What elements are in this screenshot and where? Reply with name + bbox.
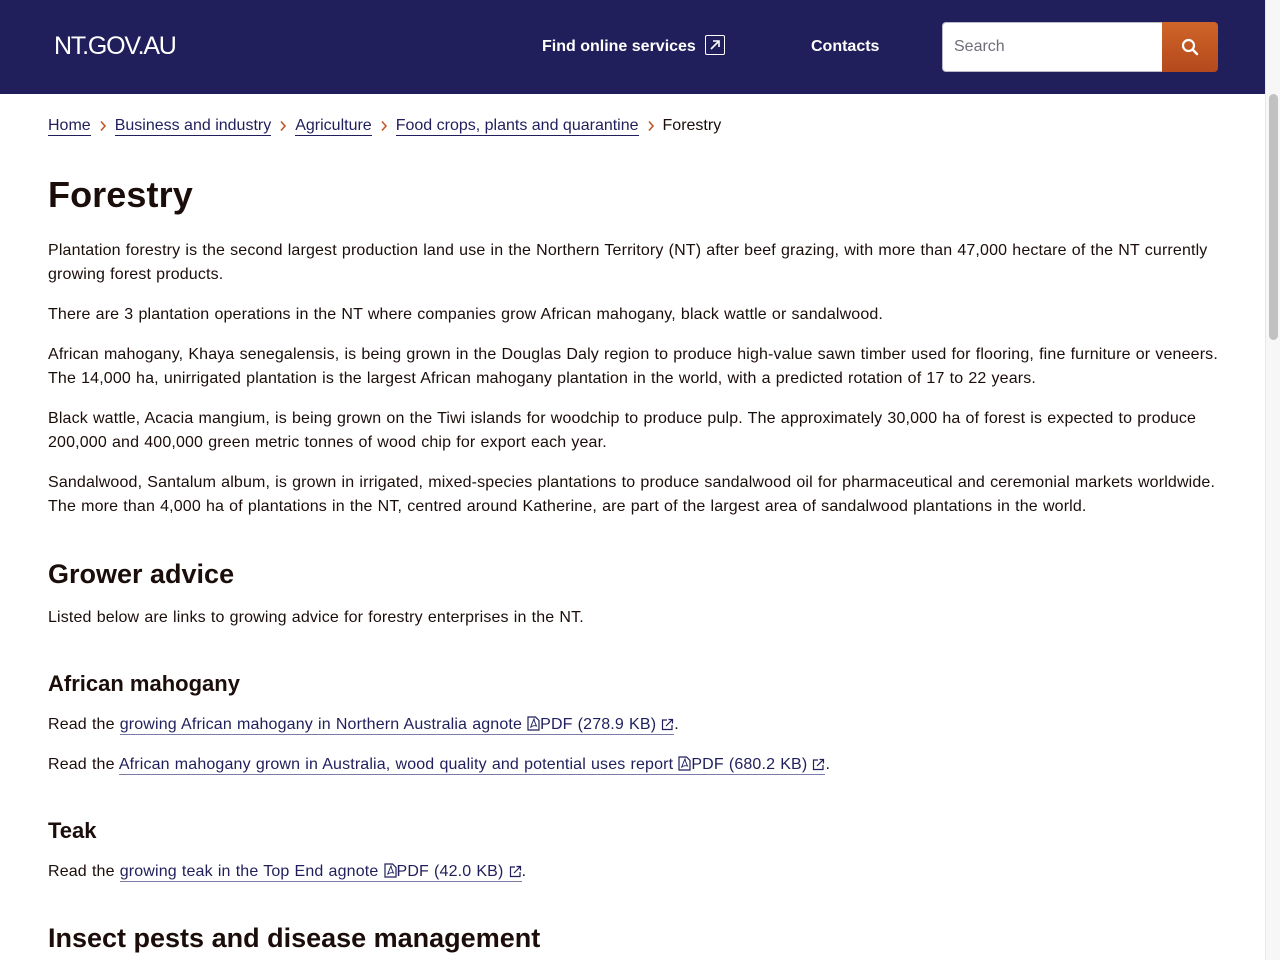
breadcrumb-food-crops[interactable]: Food crops, plants and quarantine [395, 117, 639, 134]
link-text: African mahogany grown in Australia, wood quality and potential uses report [118, 756, 674, 773]
scrollbar-thumb[interactable] [1269, 94, 1278, 340]
mahogany-paragraph: African mahogany, Khaya senegalensis, is being grown in the Douglas Daly region to produce high-value sawn timber used for flooring, fine furniture or veneers. The 14,000 ha, unirrigated plantation is the largest African mahogany plantation in the world, with a predicted rotation of 17 to 22 years. [48, 346, 1218, 387]
chevron-right-icon [99, 120, 107, 132]
breadcrumb-agriculture[interactable]: Agriculture [295, 117, 372, 134]
site-header [0, 0, 1265, 94]
mahogany-agnote-link[interactable] [120, 716, 675, 735]
mahogany-agnote-line [48, 713, 1218, 739]
search-button[interactable] [1162, 22, 1218, 72]
pdf-file-icon [384, 862, 397, 886]
link-prefix: Read the [48, 756, 119, 773]
intro-paragraph: Plantation forestry is the second largest production land use in the Northern Territory (NT) after beef grazing, with more than 47,000 hectare of the NT currently growing forest products. [48, 242, 1208, 283]
pdf-file-icon [678, 755, 691, 779]
file-info: PDF (278.9 KB) [540, 716, 657, 733]
search-icon [1181, 38, 1199, 56]
link-suffix: . [825, 756, 831, 773]
external-link-icon [509, 862, 522, 886]
pdf-file-icon [527, 715, 540, 739]
link-text: growing African mahogany in Northern Australia agnote [119, 716, 523, 733]
teak-heading: Teak [48, 818, 97, 843]
nav-find-online-services-label: Find online services [542, 38, 696, 55]
page-scrollbar[interactable] [1265, 0, 1280, 960]
black-wattle-paragraph: Black wattle, Acacia mangium, is being grown on the Tiwi islands for woodchip to produce pulp. The approximately 30,000 ha of forest is expected to produce 200,000 and 400,000 green metric tonnes of wood chip for export each year. [48, 410, 1197, 451]
link-text: growing teak in the Top End agnote [119, 863, 379, 880]
grower-advice-heading: Grower advice [48, 559, 235, 589]
mahogany-report-link[interactable] [119, 756, 826, 775]
link-suffix: . [674, 716, 679, 733]
site-logo[interactable]: NT.GOV.AU [54, 32, 176, 60]
teak-agnote-line [48, 860, 1218, 886]
chevron-right-icon [647, 120, 655, 132]
external-link-icon [812, 755, 825, 779]
mahogany-report-line [48, 753, 1218, 779]
breadcrumb-business-and-industry[interactable]: Business and industry [114, 117, 272, 134]
link-prefix: Read the [48, 716, 120, 733]
nav-contacts[interactable]: Contacts [811, 38, 880, 55]
grower-advice-intro: Listed below are links to growing advice for forestry enterprises in the NT. [48, 609, 584, 626]
breadcrumb-current: Forestry [662, 117, 722, 134]
page-title: Forestry [48, 174, 193, 215]
external-link-icon [661, 715, 674, 739]
external-link-box-icon [705, 35, 725, 55]
link-suffix: . [521, 863, 527, 880]
teak-agnote-link[interactable] [120, 863, 522, 882]
chevron-right-icon [380, 120, 388, 132]
african-mahogany-heading: African mahogany [48, 671, 240, 696]
search-input[interactable] [942, 22, 1162, 72]
file-info: PDF (680.2 KB) [691, 756, 808, 773]
search-form [942, 22, 1218, 72]
chevron-right-icon [279, 120, 287, 132]
breadcrumb [48, 116, 721, 136]
link-prefix: Read the [48, 863, 120, 880]
operations-paragraph: There are 3 plantation operations in the NT where companies grow African mahogany, black wattle or sandalwood. [48, 306, 884, 323]
breadcrumb-home[interactable]: Home [48, 117, 91, 134]
sandalwood-paragraph: Sandalwood, Santalum album, is grown in irrigated, mixed-species plantations to produce sandalwood oil for pharmaceutical and ceremonial markets worldwide. The more than 4,000 ha of plantations in the NT, centred around Katherine, are part of the largest area of sandalwood plantations in the world. [48, 474, 1216, 515]
nav-find-online-services[interactable] [542, 38, 725, 56]
file-info: PDF (42.0 KB) [396, 863, 504, 880]
insect-pests-heading: Insect pests and disease management [48, 923, 541, 953]
